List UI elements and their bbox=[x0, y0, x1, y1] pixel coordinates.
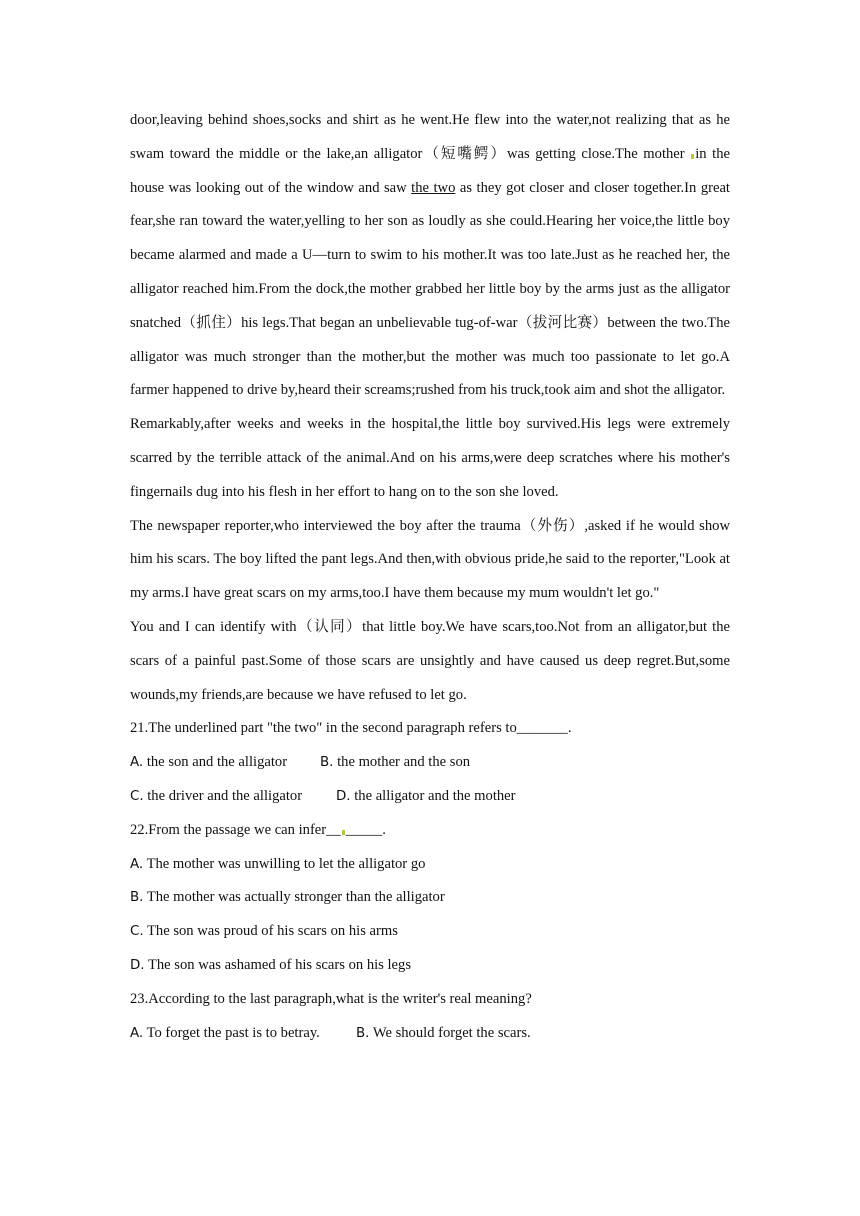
question-21-option-a bbox=[130, 746, 320, 780]
question-21-option-b bbox=[320, 754, 470, 770]
option-label: D. bbox=[130, 957, 145, 973]
option-label: A. bbox=[130, 1025, 144, 1041]
paragraph-story bbox=[130, 104, 730, 408]
option-label: C. bbox=[130, 788, 144, 804]
option-text: The mother was unwilling to let the alligator go bbox=[143, 855, 426, 872]
option-text: the mother and the son bbox=[333, 754, 471, 771]
option-label: A. bbox=[130, 755, 144, 771]
option-text: The son was proud of his scars on his arms bbox=[143, 923, 398, 940]
paragraph-story-part-c: as they got closer and closer together.In great fear,she ran toward the water,yelling to her son as loudly as she could.Hearing her voice,the little boy became alarmed and made a U—turn to swim to his mother.It was too late.Just as he reached her, the alligator reached him.From the dock,the mother grabbed her little boy by the arms just as the alligator snatched（抓住）his legs.That began an unbelievable tug-of-war（拔河比赛）between the two.The alligator was much stronger than the mother,but the mother was much too passionate to let go.A farmer happened to drive by,heard their screams;rushed from his truck,took aim and shot the alligator. bbox=[130, 179, 730, 399]
question-22-option-c bbox=[130, 915, 730, 949]
question-22-option-b bbox=[130, 881, 730, 915]
document-page bbox=[130, 104, 730, 1050]
highlight-mark bbox=[342, 830, 345, 835]
question-22-stem-part-a: 22.From the passage we can infer__ bbox=[130, 821, 341, 838]
question-22-stem-part-b: _____. bbox=[345, 821, 386, 838]
option-label: C. bbox=[130, 924, 144, 940]
option-text: To forget the past is to betray. bbox=[143, 1024, 320, 1041]
paragraph-conclusion: You and I can identify with（认同）that little boy.We have scars,too.Not from an alligator,but the scars of a painful past.Some of those scars are unsightly and have caused us deep regret.But,some wounds,my friends,are because we have refused to let go. bbox=[130, 618, 730, 703]
option-label: B. bbox=[130, 890, 144, 906]
option-text: We should forget the scars. bbox=[369, 1024, 531, 1041]
question-23-option-a bbox=[130, 1017, 356, 1051]
question-23-option-b bbox=[356, 1025, 531, 1041]
question-23-stem: 23.According to the last paragraph,what is the writer's real meaning? bbox=[130, 990, 532, 1007]
option-text: the driver and the alligator bbox=[143, 787, 303, 804]
question-22-stem bbox=[130, 814, 730, 848]
question-21-options-row-1 bbox=[130, 746, 730, 780]
question-21-stem: 21.The underlined part "the two" in the second paragraph refers to_______. bbox=[130, 720, 572, 737]
question-22-option-a bbox=[130, 848, 730, 882]
option-text: The mother was actually stronger than the alligator bbox=[143, 889, 445, 906]
question-21-options-row-2 bbox=[130, 780, 730, 814]
paragraph-story-part-b: in the house was looking out of the window and saw bbox=[130, 145, 730, 196]
question-21-option-c bbox=[130, 780, 336, 814]
option-label: B. bbox=[356, 1025, 370, 1041]
paragraph-reporter: The newspaper reporter,who interviewed the boy after the trauma（外伤）,asked if he would show him his scars. The boy lifted the pant legs.And then,with obvious pride,he said to the reporter,"Look at my arms.I have great scars on my arms,too.I have them because my mum wouldn't let go." bbox=[130, 517, 730, 602]
underlined-phrase: the two bbox=[411, 179, 456, 196]
option-label: A. bbox=[130, 856, 144, 872]
option-text: the alligator and the mother bbox=[350, 787, 516, 804]
question-23-options-row-1 bbox=[130, 1017, 730, 1051]
question-21-option-d bbox=[336, 788, 516, 804]
paragraph-hospital: Remarkably,after weeks and weeks in the hospital,the little boy survived.His legs were extremely scarred by the terrible attack of the animal.And on his arms,were deep scratches where his mother's fingernails dug into his flesh in her effort to hang on to the son she loved. bbox=[130, 416, 730, 500]
option-label: D. bbox=[336, 788, 351, 804]
question-22-option-d bbox=[130, 949, 730, 983]
option-text: The son was ashamed of his scars on his legs bbox=[144, 956, 412, 973]
option-label: B. bbox=[320, 755, 334, 771]
highlight-mark bbox=[691, 154, 694, 159]
option-text: the son and the alligator bbox=[143, 754, 288, 771]
paragraph-story-part-a: door,leaving behind shoes,socks and shirt as he went.He flew into the water,not realizing that as he swam toward the middle or the lake,an alligator（短嘴鳄）was getting close.The mother bbox=[130, 112, 730, 162]
